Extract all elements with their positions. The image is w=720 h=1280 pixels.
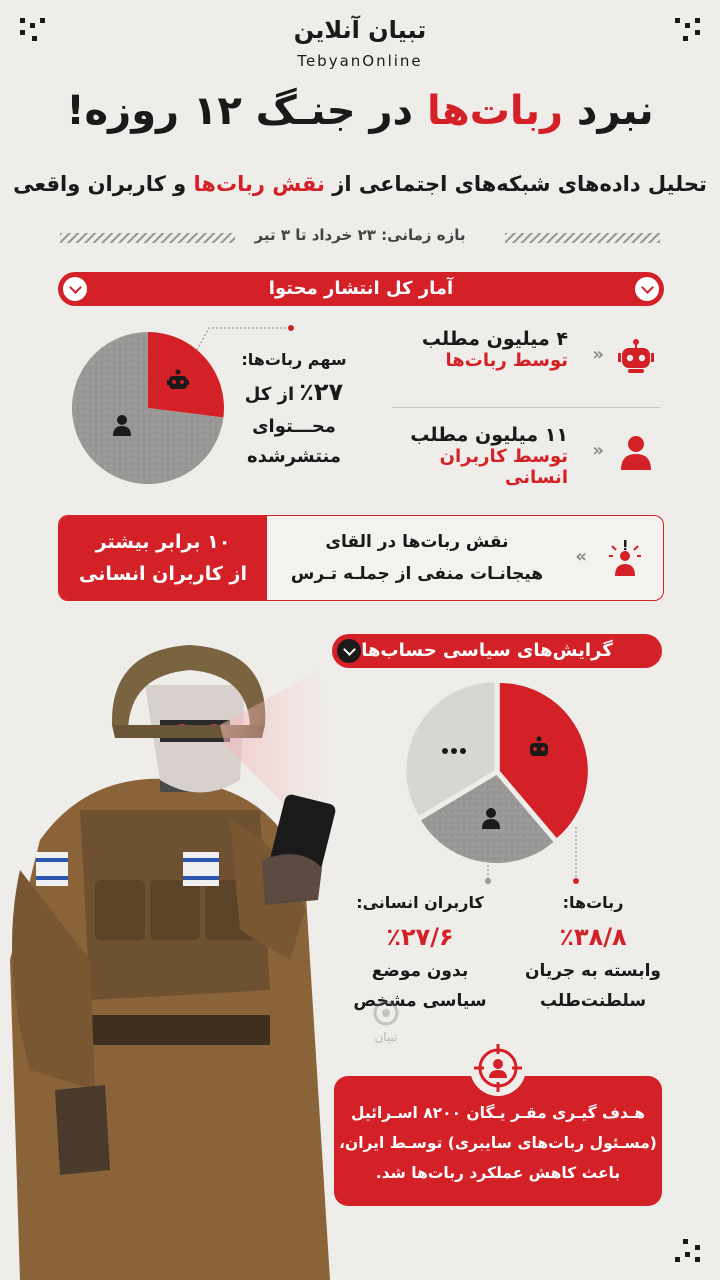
title-part2: در جنـگ ۱۲ روزه!: [66, 88, 427, 134]
bots-leaning-desc1: وابسته به جریان: [525, 961, 661, 981]
content-share-pie: [70, 330, 226, 486]
bot-share-value: ٪۲۷: [299, 378, 344, 406]
negative-emotion-card: [58, 515, 664, 601]
card-highlight-line1: ۱۰ برابر بیشتر: [95, 531, 231, 553]
robot-icon: [616, 336, 656, 376]
bot-share-suffix: از کل: [244, 384, 295, 405]
chevron-down-icon: [635, 277, 659, 301]
section-content-stats[interactable]: [58, 272, 664, 306]
bot-share-desc1: محـــتوای: [252, 416, 336, 437]
humans-leaning-block: [340, 888, 500, 1016]
bots-stat-line2: توسط ربات‌ها: [445, 350, 568, 371]
humans-leaning-value: ٪۲۷/۶: [386, 923, 454, 951]
note-line1: هـدف گیـری مقـر یـگان ۸۲۰۰ اسـرائیل: [351, 1104, 645, 1122]
title-part1: نبرد: [562, 88, 654, 134]
card-text-line2: هیجانـات منفی از جملـه تـرس: [290, 564, 544, 584]
brand-logo-en: TebyanOnline: [297, 52, 423, 70]
subtitle-highlight: نقش ربات‌ها: [193, 172, 325, 196]
bots-leaning-label: ربات‌ها:: [562, 893, 624, 912]
card-highlight-line2: از کاربران انسانی: [79, 563, 247, 585]
humans-stat-line2: توسط کاربران انسانی: [439, 446, 568, 488]
bot-share-label: سهم ربات‌ها:: [241, 350, 347, 369]
subtitle-part2: و کاربران واقعی: [13, 172, 194, 196]
stat-divider: [392, 407, 660, 408]
bots-leaning-value: ٪۳۸/۸: [559, 923, 627, 951]
card-text-line1: نقش ربات‌ها در القای: [325, 532, 509, 552]
card-text: [287, 526, 547, 590]
section-political-heading: گرایش‌های سیاسی حساب‌ها: [361, 640, 613, 661]
chevron-down-icon: [63, 277, 87, 301]
alert-person-icon: [605, 538, 645, 578]
section-content-stats-heading: آمار کل انتشار محتوا: [268, 278, 454, 299]
ellipsis-icon: [442, 748, 466, 754]
period-row: [60, 226, 660, 252]
double-chevron-icon: «: [592, 344, 604, 365]
bots-stat-text: [422, 328, 568, 371]
watermark-icon: [373, 1000, 399, 1026]
humans-stat-line1: ۱۱ میلیون مطلب: [410, 424, 568, 446]
bot-share-value-row: [238, 375, 350, 412]
brand-logo-fa: تبیان آنلاین: [293, 16, 427, 44]
page-title: [0, 88, 720, 134]
title-highlight: ربات‌ها: [426, 88, 563, 134]
robot-soldier-illustration: [0, 630, 340, 1280]
period-label: بازه زمانی: ۲۳ خرداد تا ۳ تیر: [254, 226, 466, 244]
note-line3: باعث کاهش عملکرد ربات‌ها شد.: [375, 1164, 621, 1182]
watermark-logo: [358, 1000, 414, 1044]
section-political-leanings[interactable]: [332, 634, 662, 668]
bots-leaning-desc2: سلطنت‌طلب: [539, 991, 647, 1011]
watermark-text: تبیان: [374, 1030, 398, 1044]
double-chevron-icon: «: [575, 546, 587, 567]
user-icon: [616, 432, 656, 472]
card-highlight: [59, 516, 267, 600]
bots-leaning-block: [518, 888, 668, 1016]
target-user-icon: [470, 1040, 526, 1096]
bots-stat-row: [378, 322, 660, 392]
double-chevron-icon: «: [592, 440, 604, 461]
chevron-down-icon: [337, 639, 361, 663]
humans-stat-row: [378, 420, 660, 490]
pie1-slices: [72, 332, 224, 484]
page-subtitle: [0, 172, 720, 196]
pie2-leader-lines: [480, 825, 590, 885]
bots-stat-line1: ۴ میلیون مطلب: [421, 328, 568, 350]
bot-share-block: [238, 345, 350, 472]
humans-leaning-desc2: سیاسی مشخص: [353, 991, 487, 1011]
bot-share-desc2: منتشرشده: [246, 446, 342, 467]
corner-ornament-bottom-right: [672, 1234, 700, 1262]
humans-leaning-desc1: بدون موضع: [371, 961, 469, 981]
subtitle-part1: تحلیل داده‌های شبکه‌های اجتماعی از: [324, 172, 707, 196]
humans-leaning-label: کاربران انسانی:: [356, 893, 484, 912]
note-line2: (مسـئول ربات‌های سایبری) توسـط ایران،: [339, 1134, 657, 1152]
humans-stat-text: [378, 424, 568, 488]
